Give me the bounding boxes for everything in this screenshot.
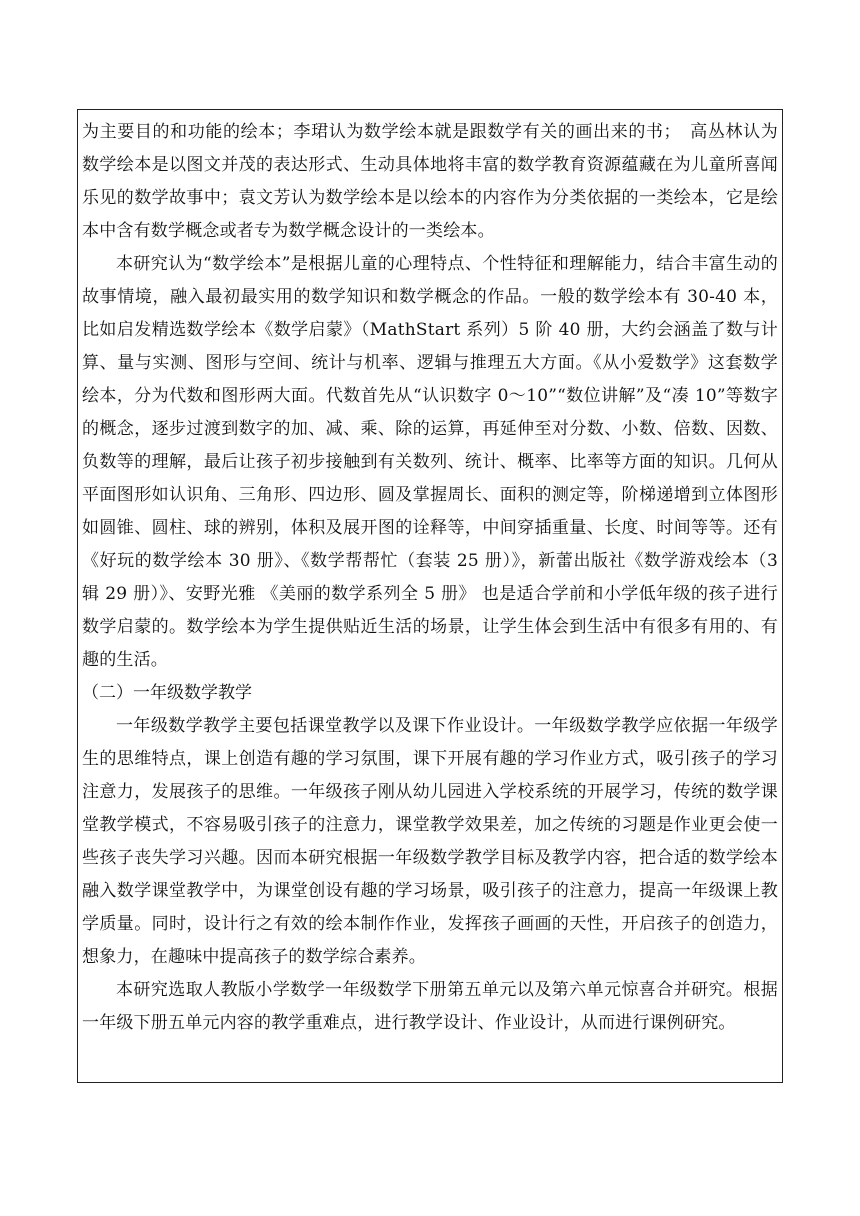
document-body (82, 116, 778, 1040)
paragraph-math-picture-books: 本研究认为“数学绘本”是根据儿童的心理特点、个性特征和理解能力，结合丰富生动的故事情境，融入最初最实用的数学知识和数学概念的作品。一般的数学绘本有 30-40 本，比如启发精选数学绘本《数学启蒙》（MathStart 系列）5 阶 40 册，大约会涵盖了数与计算、量与实测、图形与空间、统计与机率、逻辑与推理五大方面。《从小爱数学》这套数学绘本，分为代数和图形两大面。代数首先从“认识数字 0～10”“数位讲解”及“凑 10”等数字的概念，逐步过渡到数字的加、减、乘、除的运算，再延伸至对分数、小数、倍数、因数、负数等的理解，最后让孩子初步接触到有关数列、统计、概率、比率等方面的知识。几何从平面图形如认识角、三角形、四边形、圆及掌握周长、面积的测定等，阶梯递增到立体图形如圆锥、圆柱、球的辨别，体积及展开图的诠释等，中间穿插重量、长度、时间等等。还有《好玩的数学绘本 30 册》、《数学帮帮忙（套装 25 册）》，新蕾出版社《数学游戏绘本（3 辑 29 册）》、安野光雅 《美丽的数学系列全 5 册》 也是适合学前和小学低年级的孩子进行数学启蒙的。数学绘本为学生提供贴近生活的场景，让学生体会到生活中有很多有用的、有趣的生活。 (82, 254, 778, 670)
paragraph-definitions: 为主要目的和功能的绘本；李珺认为数学绘本就是跟数学有关的画出来的书； 高丛林认为数学绘本是以图文并茂的表达形式、生动具体地将丰富的数学教育资源蕴藏在为儿童所喜闻乐见的数学故事中；袁文芳认为数学绘本是以绘本的内容作为分类依据的一类绘本，它是绘本中含有数学概念或者专为数学概念设计的一类绘本。 (82, 122, 778, 241)
section-heading: （二）一年级数学教学 (82, 683, 252, 703)
paragraph-grade-one-teaching: 一年级数学教学主要包括课堂教学以及课下作业设计。一年级数学教学应依据一年级学生的思维特点，课上创造有趣的学习氛围，课下开展有趣的学习作业方式，吸引孩子的学习注意力，发展孩子的思维。一年级孩子刚从幼儿园进入学校系统的开展学习，传统的数学课堂教学模式，不容易吸引孩子的注意力，课堂教学效果差，加之传统的习题是作业更会使一些孩子丧失学习兴趣。因而本研究根据一年级数学教学目标及教学内容，把合适的数学绘本融入数学课堂教学中，为课堂创设有趣的学习场景，吸引孩子的注意力，提高一年级课上教学质量。同时，设计行之有效的绘本制作作业，发挥孩子画画的天性，开启孩子的创造力，想象力，在趣味中提高孩子的数学综合素养。 (82, 716, 778, 967)
paragraph-research-scope: 本研究选取人教版小学数学一年级数学下册第五单元以及第六单元惊喜合并研究。根据一年级下册五单元内容的教学重难点，进行教学设计、作业设计，从而进行课例研究。 (82, 980, 778, 1033)
